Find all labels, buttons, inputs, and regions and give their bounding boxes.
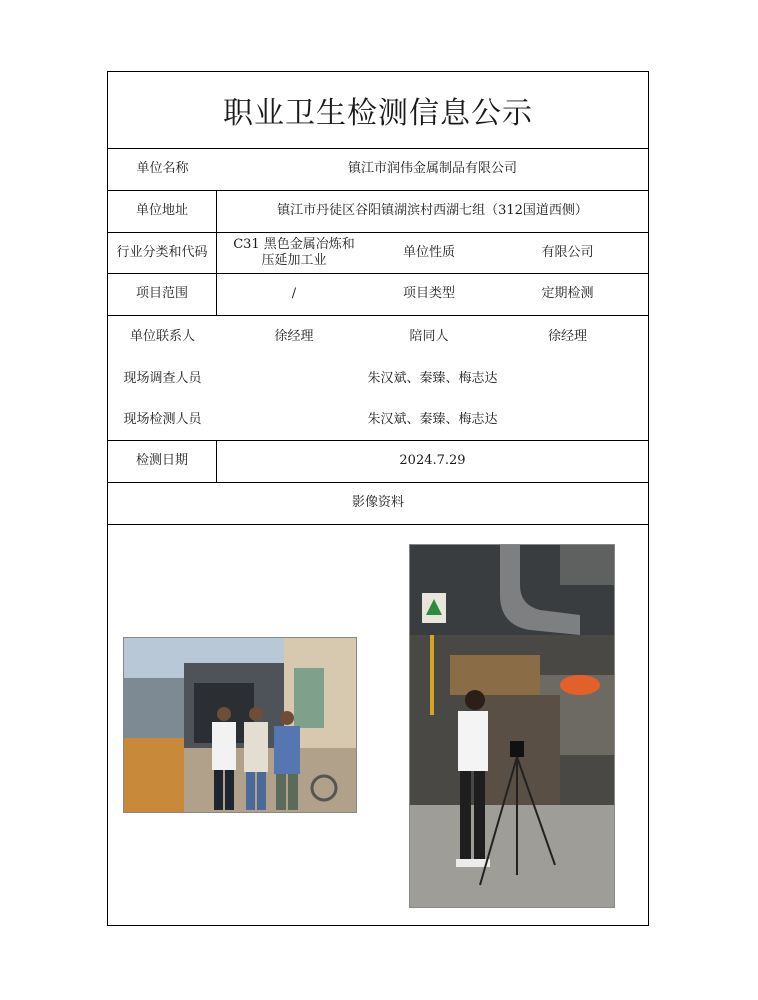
page-title: 职业卫生检测信息公示 <box>108 72 648 149</box>
test-staff-label: 现场检测人员 <box>123 411 202 427</box>
row-unit-name <box>108 149 648 191</box>
unit-name-value: 镇江市润伟金属制品有限公司 <box>347 161 517 177</box>
escort-label: 陪同人 <box>409 328 449 344</box>
row-contact <box>108 316 648 358</box>
row-test-staff <box>108 400 648 441</box>
industry-value: C31 黑色金属冶炼和压延加工业 <box>233 236 355 268</box>
onsite-sampling-photo <box>409 544 615 908</box>
contact-value: 徐经理 <box>274 328 314 344</box>
industry-label: 行业分类和代码 <box>108 233 217 273</box>
row-test-date <box>108 441 648 483</box>
images-header: 影像资料 <box>351 495 404 511</box>
unit-nature-label: 单位性质 <box>402 244 455 260</box>
row-scope <box>108 274 648 316</box>
project-type-label: 项目类型 <box>402 286 455 302</box>
test-staff-value: 朱汉斌、秦臻、梅志达 <box>367 411 498 427</box>
unit-address-value: 镇江市丹徒区谷阳镇湖滨村西湖七组（312国道西侧） <box>277 203 588 219</box>
survey-staff-value: 朱汉斌、秦臻、梅志达 <box>367 370 498 386</box>
group-photo <box>123 637 357 813</box>
scope-value: / <box>291 286 297 302</box>
test-date-value: 2024.7.29 <box>399 453 466 469</box>
contact-label: 单位联系人 <box>129 328 195 344</box>
row-industry <box>108 233 648 274</box>
disclosure-sheet <box>107 71 649 926</box>
unit-nature-value: 有限公司 <box>541 244 594 260</box>
escort-value: 徐经理 <box>547 328 587 344</box>
project-type-value: 定期检测 <box>541 286 594 302</box>
unit-name-label: 单位名称 <box>136 161 189 177</box>
survey-staff-label: 现场调查人员 <box>123 370 202 386</box>
row-images-header <box>108 483 648 525</box>
row-survey-staff <box>108 358 648 400</box>
scope-label: 项目范围 <box>108 274 217 315</box>
unit-address-label: 单位地址 <box>108 191 217 232</box>
row-unit-address <box>108 191 648 233</box>
test-date-label: 检测日期 <box>108 441 217 482</box>
